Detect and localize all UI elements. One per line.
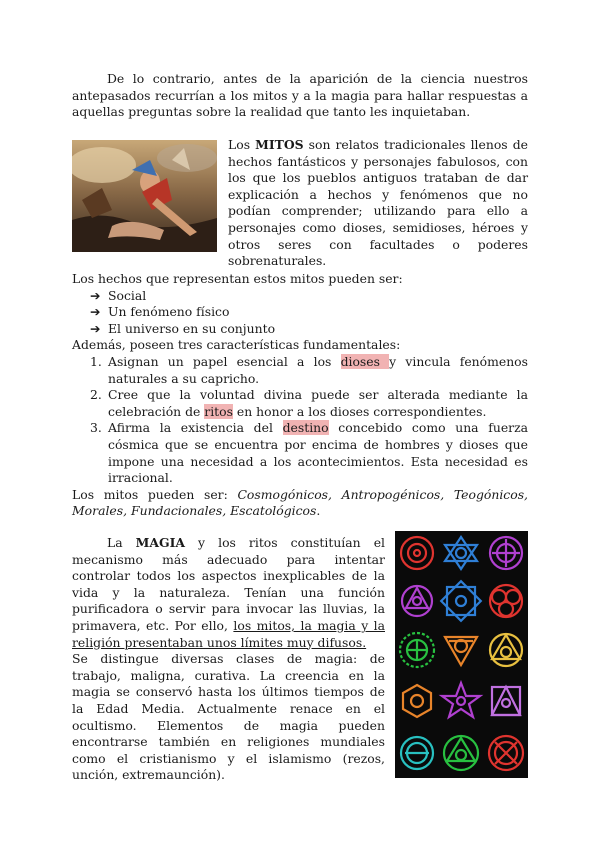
magia-lead: La (107, 535, 136, 550)
caracteristicas-intro: Además, poseen tres características fundamentales: (72, 337, 401, 353)
tipos-de-mitos (72, 487, 528, 520)
mitos-term: MITOS (255, 137, 304, 152)
hechos-section (72, 271, 528, 520)
mitos-lead: Los (228, 137, 256, 152)
intro-paragraph: De lo contrario, antes de la aparición de la ciencia nuestros antepasados recurrían a los mitos y a la magia para hallar respuestas a aquellas preguntas sobre la realidad que tanto les inquietaban. (72, 71, 528, 120)
caracteristicas-list (72, 354, 528, 487)
hechos-intro: Los hechos que representan estos mitos pueden ser: (72, 271, 403, 286)
hechos-list (72, 288, 528, 338)
list-item (90, 288, 528, 305)
arrow-icon: ➔ (90, 320, 101, 336)
item-text: en honor a los dioses correspondientes. (232, 403, 487, 419)
magia-underlined-statement: los mitos, la magia y la religión presentaban unos límites muy difusos. (72, 617, 385, 650)
item-number: 1. (90, 353, 102, 369)
caracteristica-item (72, 420, 528, 486)
highlight-destino: destino (282, 420, 329, 436)
mitos-definition: son relatos tradicionales llenos de hechos fantásticos y personajes fabulosos, con los que los pueblos antiguos trataban de dar explicación a hechos y fenómenos que no podían comprender; utilizando para ello a personajes como dioses, semidioses, héroes y otros seres con facultades o poderes sobrenaturales. (228, 137, 528, 269)
highlight-ritos: ritos (204, 403, 233, 419)
tipos-lead: Los mitos pueden ser: (72, 486, 238, 502)
magia-term: MAGIA (135, 535, 185, 550)
magia-paragraph (72, 535, 385, 651)
item-text: Afirma la existencia del (108, 420, 283, 436)
magia-section (72, 535, 385, 784)
arrow-icon: ➔ (90, 304, 101, 320)
mythology-painting-image (72, 140, 217, 252)
item-text: Cree que la voluntad divina puede ser alterada mediante la celebración de (108, 387, 528, 419)
list-item (90, 304, 528, 321)
mitos-paragraph (228, 137, 528, 270)
tipos-list: Cosmogónicos, Antropogénicos, Teogónicos, Morales, Fundacionales, Escatológicos (72, 486, 528, 519)
item-text: y vincula fenómenos naturales a su capricho. (108, 353, 528, 386)
magic-symbols-image (395, 531, 528, 778)
caracteristica-item (72, 387, 528, 420)
item-number: 3. (90, 420, 102, 436)
item-number: 2. (90, 387, 102, 403)
highlight-dioses: dioses (340, 353, 390, 369)
magia-clases-paragraph: Se distingue diversas clases de magia: de trabajo, maligna, curativa. La creencia en la magia se conservó hasta los últimos tiempos de la Edad Media. Actualmente renace en el ocultismo. Elementos de magia pueden encontrarse también en religiones mundiales como el cristianismo y el islamismo (rezos, unción, extremaunción). (72, 651, 385, 783)
item-text: Asignan un papel esencial a los (108, 353, 341, 369)
tipos-end: . (316, 503, 321, 519)
list-item-label: El universo en su conjunto (108, 320, 276, 336)
list-item-label: Social (108, 287, 147, 303)
list-item (90, 321, 528, 338)
item-text: concebido como una fuerza cósmica que se encuentra por encima de hombres y dioses que impone una necesidad a los acontecimientos. Esta necesidad es irracional. (108, 420, 528, 486)
arrow-icon: ➔ (90, 287, 101, 303)
caracteristica-item (72, 354, 528, 387)
magia-definition: y los ritos constituían el mecanismo más adecuado para intentar controlar todos los aspectos inexplicables de la vida y la naturaleza. Tenían una función purificadora o servir para invocar las lluvias, la primavera, etc. Por ello, (72, 535, 385, 633)
list-item-label: Un fenómeno físico (108, 304, 230, 320)
